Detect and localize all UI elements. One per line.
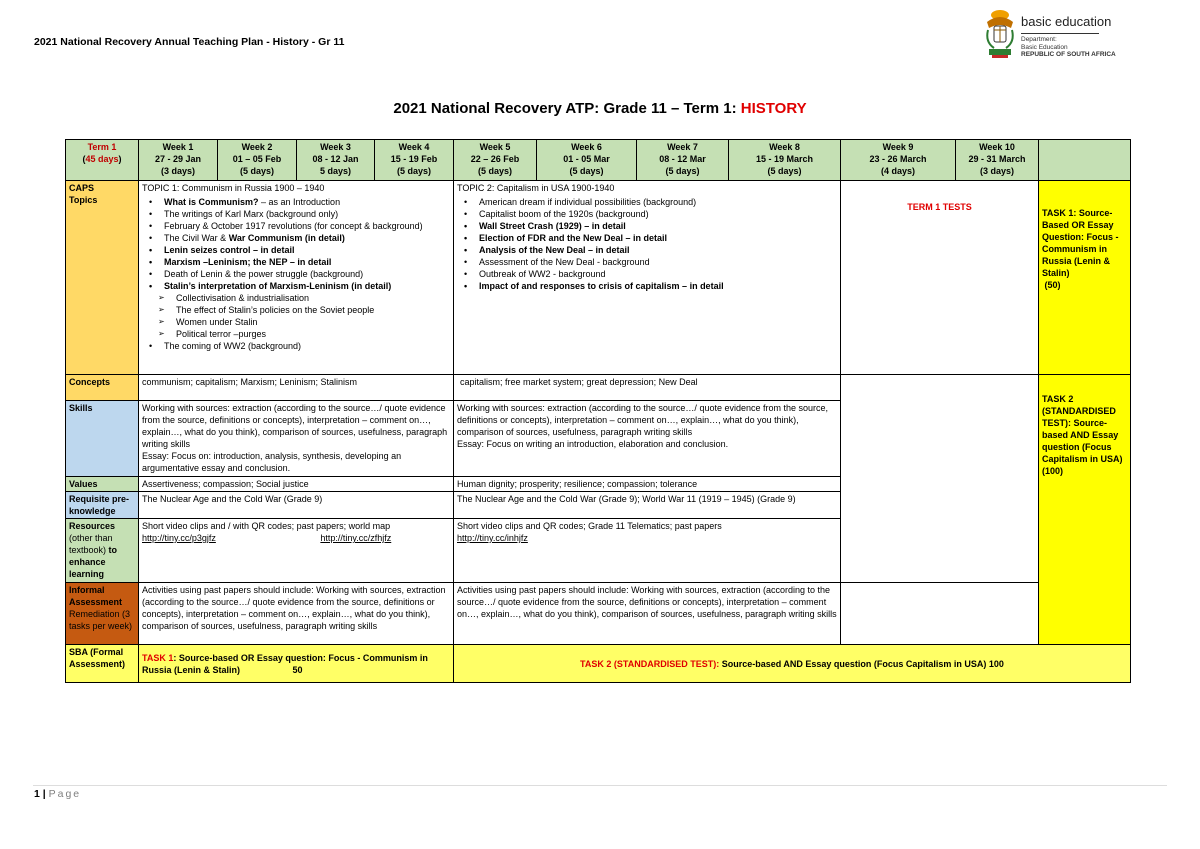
title-main: 2021 National Recovery ATP: Grade 11 – Term 1: <box>393 100 741 117</box>
topic-1-sublist <box>142 292 450 340</box>
task-2-side-cell: TASK 2 (STANDARDISED TEST): Source-based AND Essay question (Focus Capitalism in USA) (100) <box>1039 375 1131 645</box>
page-label: Page <box>48 788 82 800</box>
list-item: • The writings of Karl Marx (background only) <box>164 208 450 220</box>
list-item: • Death of Lenin & the power struggle (background) <box>164 268 450 280</box>
sba-task-2: TASK 2 (STANDARDISED TEST): Source-based AND Essay question (Focus Capitalism in USA) 100 <box>454 645 1131 683</box>
term-tests-cell <box>841 181 1039 375</box>
values-topic-2: Human dignity; prosperity; resilience; compassion; tolerance <box>454 477 841 492</box>
list-item: • Analysis of the New Deal – in detail <box>479 244 837 256</box>
values-topic-1: Assertiveness; compassion; Social justice <box>139 477 454 492</box>
informal-label: Informal Assessment Remediation (3 tasks per week) <box>66 583 139 645</box>
page-footer: 1 | Page <box>34 788 82 800</box>
list-item: • Marxism –Leninism; the NEP – in detail <box>164 256 450 268</box>
logo-rule <box>1021 33 1099 34</box>
resources-label: Resources (other than textbook) to enhance learning <box>66 519 139 583</box>
list-item: • Assessment of the New Deal - background <box>479 256 837 268</box>
list-item: • American dream if individual possibilities (background) <box>479 196 837 208</box>
logo-subtext <box>1021 36 1116 59</box>
topic-2-title: TOPIC 2: Capitalism in USA 1900-1940 <box>457 183 615 193</box>
title-subject: HISTORY <box>740 100 807 117</box>
week-6-cell: Week 6 01 - 05 Mar (5 days) <box>537 140 637 181</box>
task-1-side-cell: TASK 1: Source-Based OR Essay Question: Focus - Communism in Russia (Lenin & Stalin) (50) <box>1039 181 1131 375</box>
list-item: • Lenin seizes control – in detail <box>164 244 450 256</box>
topic-2-list <box>457 196 837 292</box>
list-item: • The coming of WW2 (background) <box>164 340 450 352</box>
values-label: Values <box>66 477 139 492</box>
list-item: ➢ Collectivisation & industrialisation <box>176 292 450 304</box>
resource-link-3[interactable]: http://tiny.cc/inhjfz <box>457 533 528 543</box>
logo-line-3: REPUBLIC OF SOUTH AFRICA <box>1021 51 1116 58</box>
list-item: • Stalin’s interpretation of Marxism-Leninism (in detail) <box>164 280 450 292</box>
topic-1-title: TOPIC 1: Communism in Russia 1900 – 1940 <box>142 183 325 193</box>
topic-1-cell <box>139 181 454 375</box>
week-8-cell: Week 8 15 - 19 March (5 days) <box>729 140 841 181</box>
sba-row <box>66 645 1131 683</box>
brand-name: basic education <box>1021 14 1112 29</box>
list-item: • Wall Street Crash (1929) – in detail <box>479 220 837 232</box>
list-item: • February & October 1917 revolutions (for concept & background) <box>164 220 450 232</box>
week-2-cell: Week 2 01 – 05 Feb (5 days) <box>218 140 297 181</box>
teaching-plan-table <box>65 139 1131 683</box>
list-item: ➢ Women under Stalin <box>176 316 450 328</box>
concepts-topic-2: capitalism; free market system; great depression; New Deal <box>454 375 841 401</box>
skills-topic-1: Working with sources: extraction (according to the source…/ quote evidence from the source, definitions or concepts), interpretation – comment on…, explain…, what do you think), comparison of sources, usefulness, paragraph writing skills Essay: Focus on: introduction, analysis, synthesis, developing an argumentative essay and conclusion. <box>139 401 454 477</box>
requisite-label: Requisite pre-knowledge <box>66 492 139 519</box>
list-item: • The Civil War & War Communism (in detail) <box>164 232 450 244</box>
topic-2-cell <box>454 181 841 375</box>
list-item: • What is Communism? – as an Introduction <box>164 196 450 208</box>
topic-1-list <box>142 196 450 292</box>
sba-task-1: TASK 1: Source-based OR Essay question: Focus - Communism in Russia (Lenin & Stalin) 50 <box>139 645 454 683</box>
footer-rule <box>33 785 1167 786</box>
weeks-9-10-blank <box>841 375 1039 583</box>
caps-label: CAPS Topics <box>66 181 139 375</box>
sba-label: SBA (Formal Assessment) <box>66 645 139 683</box>
dbe-logo <box>983 8 1123 60</box>
week-7-cell: Week 7 08 - 12 Mar (5 days) <box>637 140 729 181</box>
logo-line-2: Basic Education <box>1021 43 1068 51</box>
informal-topic-1: Activities using past papers should include: Working with sources, extraction (according to the source…/ quote evidence from the source, definitions or concepts), interpretation – comment on…, explain…, what do you think), comparison of sources, usefulness, paragraph writing skills <box>139 583 454 645</box>
week-1-cell: Week 1 27 - 29 Jan (3 days) <box>139 140 218 181</box>
topic-1-list-end <box>142 340 450 352</box>
week-9-cell: Week 9 23 - 26 March (4 days) <box>841 140 956 181</box>
resource-link-2[interactable]: http://tiny.cc/zfhjfz <box>320 533 392 543</box>
week-5-cell: Week 5 22 – 26 Feb (5 days) <box>454 140 537 181</box>
informal-row <box>66 583 1131 645</box>
page-title <box>0 100 1200 117</box>
term-cell: Term 1 (45 days) <box>66 140 139 181</box>
weeks-header-row <box>66 140 1131 181</box>
running-header: 2021 National Recovery Annual Teaching Plan - History - Gr 11 <box>34 36 345 48</box>
page-number: 1 <box>34 788 40 800</box>
concepts-row <box>66 375 1131 401</box>
coat-of-arms-icon <box>983 8 1017 60</box>
list-item: • Outbreak of WW2 - background <box>479 268 837 280</box>
requisite-topic-2: The Nuclear Age and the Cold War (Grade 9); World War 11 (1919 – 1945) (Grade 9) <box>454 492 841 519</box>
list-item: ➢ Political terror –purges <box>176 328 450 340</box>
list-item: • Capitalist boom of the 1920s (background) <box>479 208 837 220</box>
informal-weeks-9-10 <box>841 583 1039 645</box>
concepts-label: Concepts <box>66 375 139 401</box>
skills-topic-2: Working with sources: extraction (according to the source…/ quote evidence from the source, definitions or concepts), interpretation – comment on…, explain…, what do you think), comparison of sources, usefulness, paragraph writing skills Essay: Focus on writing an introduction, elaboration and conclusion. <box>454 401 841 477</box>
list-item: • Impact of and responses to crisis of capitalism – in detail <box>479 280 837 292</box>
concepts-topic-1: communism; capitalism; Marxism; Leninism; Stalinism <box>139 375 454 401</box>
list-item: • Election of FDR and the New Deal – in detail <box>479 232 837 244</box>
resources-topic-2: Short video clips and QR codes; Grade 11 Telematics; past papers http://tiny.cc/inhjfz <box>454 519 841 583</box>
requisite-topic-1: The Nuclear Age and the Cold War (Grade 9) <box>139 492 454 519</box>
week-3-cell: Week 3 08 - 12 Jan 5 days) <box>297 140 375 181</box>
term-1-tests-label: TERM 1 TESTS <box>907 202 972 212</box>
week-4-cell: Week 4 15 - 19 Feb (5 days) <box>375 140 454 181</box>
logo-line-1: Department: <box>1021 36 1057 43</box>
resources-topic-1: Short video clips and / with QR codes; past papers; world map http://tiny.cc/p3gjfz http://tiny.cc/zfhjfz <box>139 519 454 583</box>
resource-link-1[interactable]: http://tiny.cc/p3gjfz <box>142 533 216 543</box>
list-item: ➢ The effect of Stalin’s policies on the Soviet people <box>176 304 450 316</box>
skills-label: Skills <box>66 401 139 477</box>
week-10-cell: Week 10 29 - 31 March (3 days) <box>956 140 1039 181</box>
informal-topic-2: Activities using past papers should include: Working with sources, extraction (according to the source…/ quote evidence from the source, definitions or concepts), interpretation – comment on…, explain…, what do you think), comparison of sources, usefulness, paragraph writing skills <box>454 583 841 645</box>
header-blank-cell <box>1039 140 1131 181</box>
caps-row <box>66 181 1131 375</box>
